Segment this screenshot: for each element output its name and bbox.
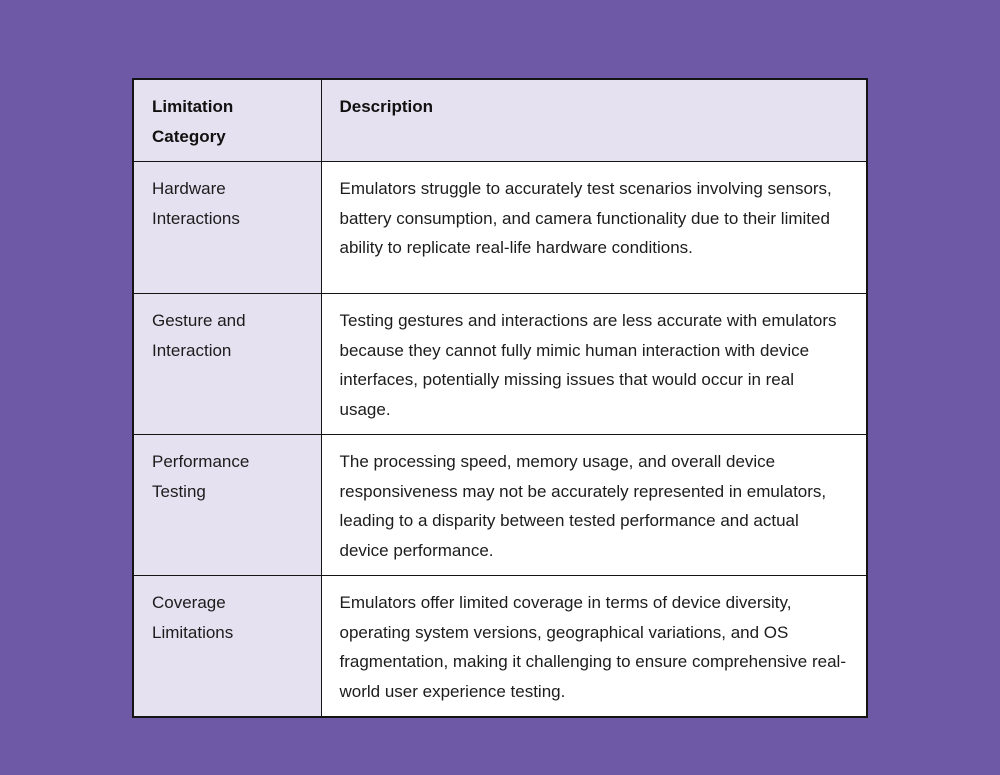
description-cell: The processing speed, memory usage, and overall device responsiveness may not be accurately represented in emulators, leading to a disparity between tested performance and actual device performance. (321, 435, 867, 576)
description-cell: Emulators offer limited coverage in terms of device diversity, operating system versions, geographical variations, and OS fragmentation, making it challenging to ensure comprehensive real-world user experience testing. (321, 576, 867, 718)
limitations-table (132, 78, 868, 718)
description-cell: Testing gestures and interactions are less accurate with emulators because they cannot fully mimic human interaction with device interfaces, potentially missing issues that would occur in real usage. (321, 294, 867, 435)
table-row (133, 162, 867, 294)
column-header-limitation-category: Limitation Category (133, 79, 321, 162)
category-cell: Hardware Interactions (133, 162, 321, 294)
category-cell: Coverage Limitations (133, 576, 321, 718)
table-row (133, 435, 867, 576)
category-cell: Performance Testing (133, 435, 321, 576)
header-row (133, 79, 867, 162)
description-cell: Emulators struggle to accurately test scenarios involving sensors, battery consumption, and camera functionality due to their limited ability to replicate real-life hardware conditions. (321, 162, 867, 294)
table-row (133, 576, 867, 718)
column-header-description: Description (321, 79, 867, 162)
category-cell: Gesture and Interaction (133, 294, 321, 435)
table-row (133, 294, 867, 435)
